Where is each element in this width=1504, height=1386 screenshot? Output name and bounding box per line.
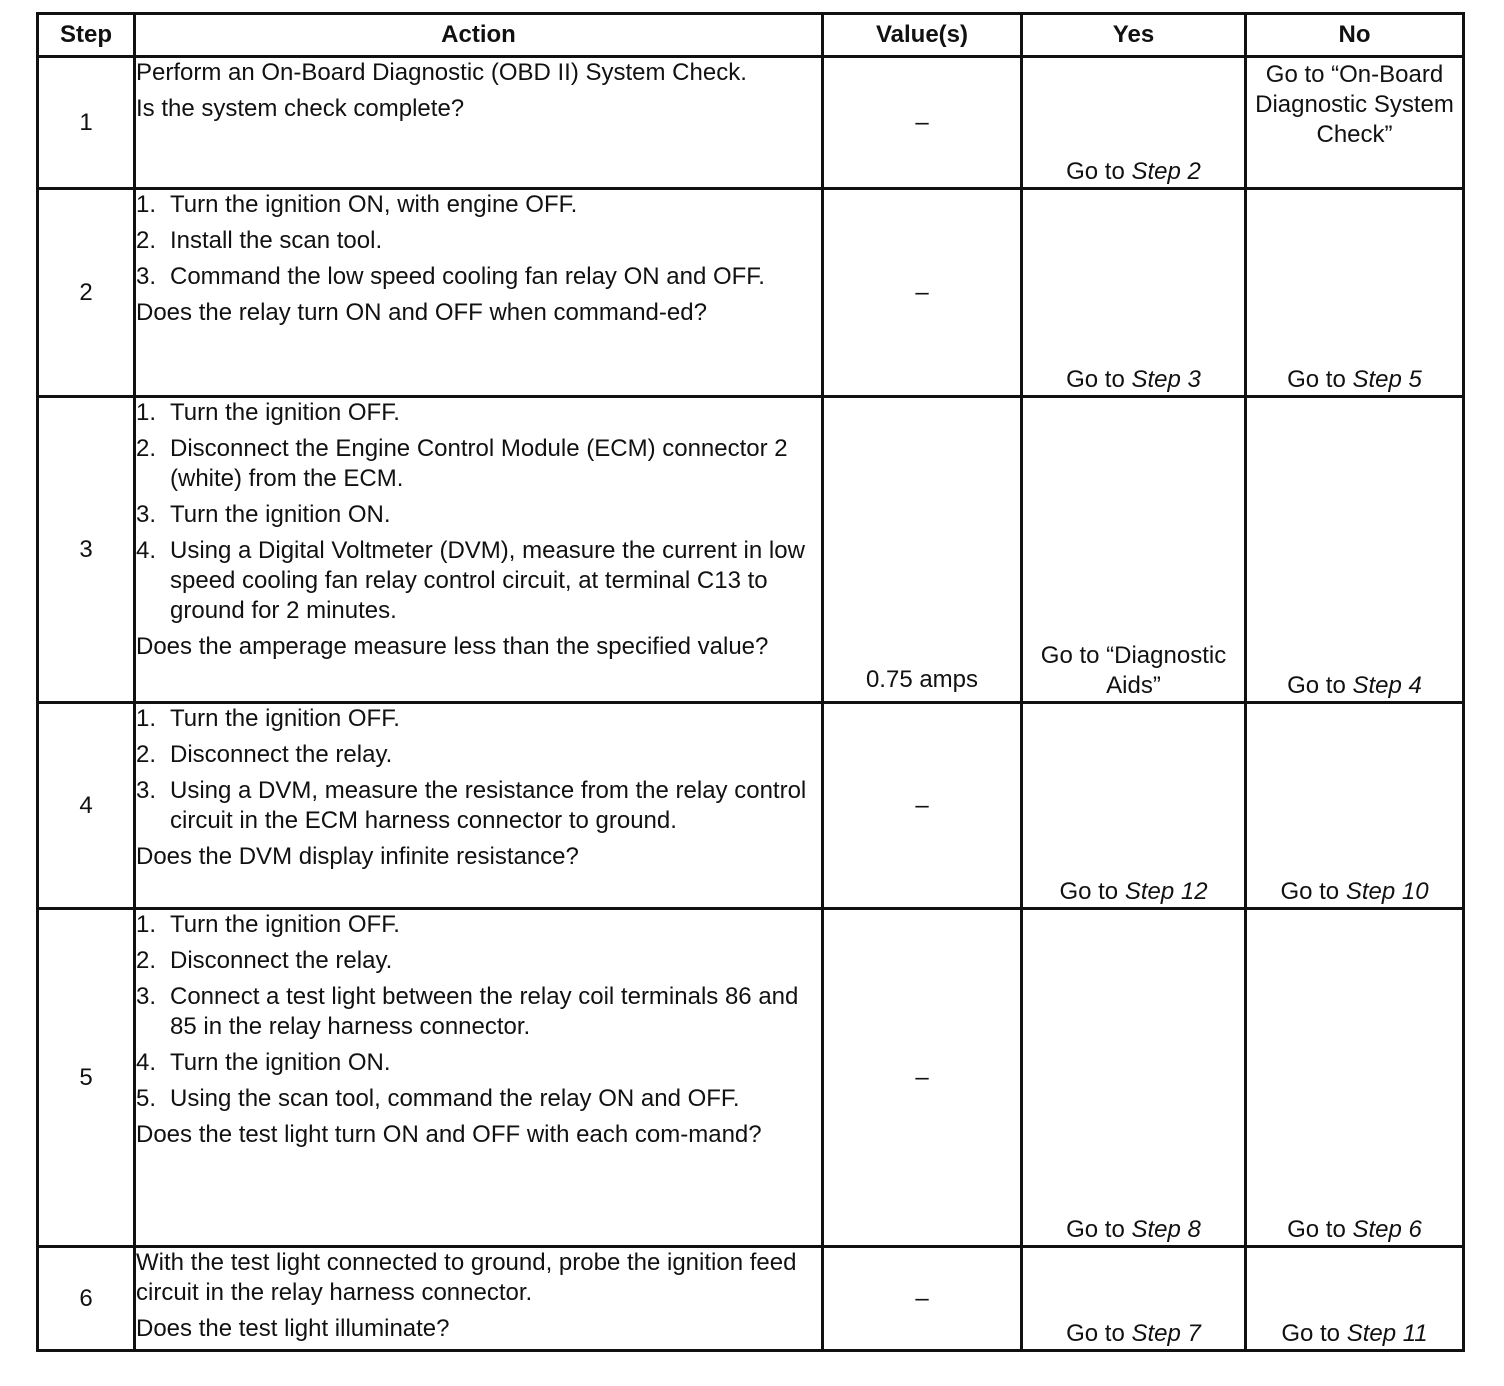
table-row <box>38 57 1464 189</box>
no-cell-step-link[interactable]: Step 10 <box>1345 878 1429 905</box>
table-row <box>38 1247 1464 1351</box>
action-item-number: 2. <box>136 227 157 254</box>
action-item-text: Disconnect the relay. <box>170 947 393 974</box>
action-list <box>136 190 821 292</box>
no-cell <box>1246 703 1464 909</box>
table-row <box>38 397 1464 703</box>
action-item-number: 3. <box>136 501 157 528</box>
no-cell <box>1246 57 1464 189</box>
table-body <box>38 57 1464 1351</box>
action-item-number: 2. <box>136 435 157 462</box>
action-question: Does the test light turn ON and OFF with each com-mand? <box>136 1121 762 1148</box>
value-cell: – <box>823 189 1022 397</box>
action-item-number: 3. <box>136 983 157 1010</box>
action-item-number: 3. <box>136 263 157 290</box>
action-item <box>136 982 821 1042</box>
action-item-number: 4. <box>136 1049 157 1076</box>
yes-cell <box>1022 397 1246 703</box>
table-row <box>38 703 1464 909</box>
action-item <box>136 398 821 428</box>
action-item-number: 1. <box>136 191 157 218</box>
yes-cell-prefix: Go to <box>1059 878 1125 905</box>
no-cell-step-link[interactable]: Step 5 <box>1352 366 1422 393</box>
action-question: Does the amperage measure less than the specified value? <box>136 633 769 660</box>
step-number: 2 <box>38 189 135 397</box>
action-item-text: Command the low speed cooling fan relay ON and OFF. <box>170 263 765 290</box>
yes-cell-step-link[interactable]: Step 12 <box>1124 878 1208 905</box>
action-question: Is the system check complete? <box>136 95 465 122</box>
action-item <box>136 536 821 626</box>
action-question: Does the relay turn ON and OFF when command-ed? <box>136 299 707 326</box>
diagnostic-table <box>36 12 1465 1352</box>
no-cell-prefix: Go to <box>1281 1320 1347 1347</box>
action-item-text: Disconnect the Engine Control Module (ECM) connector 2 (white) from the ECM. <box>170 435 788 492</box>
yes-cell-step-link[interactable]: Step 3 <box>1131 366 1201 393</box>
action-item-text: Turn the ignition OFF. <box>170 399 400 426</box>
action-item-text: Using a Digital Voltmeter (DVM), measure the current in low speed cooling fan relay control circuit, at terminal C13 to ground for 2 minutes. <box>170 537 805 624</box>
yes-cell <box>1022 703 1246 909</box>
yes-cell-prefix: Go to <box>1066 158 1132 185</box>
action-item-number: 1. <box>136 705 157 732</box>
no-cell-step-link[interactable]: Step 6 <box>1352 1216 1422 1243</box>
no-cell <box>1246 909 1464 1247</box>
no-cell-prefix: Go to <box>1287 1216 1353 1243</box>
table-row <box>38 909 1464 1247</box>
action-intro: With the test light connected to ground, probe the ignition feed circuit in the relay harness connector. <box>136 1249 797 1306</box>
no-cell-step-link[interactable]: Step 4 <box>1352 672 1422 699</box>
header-step: Step <box>38 14 135 57</box>
yes-cell <box>1022 189 1246 397</box>
header-row <box>38 14 1464 57</box>
action-intro: Perform an On-Board Diagnostic (OBD II) System Check. <box>136 59 747 86</box>
action-cell <box>135 397 823 703</box>
action-cell <box>135 1247 823 1351</box>
action-item-number: 4. <box>136 537 157 564</box>
action-item-number: 3. <box>136 777 157 804</box>
action-item <box>136 1084 821 1114</box>
action-cell <box>135 909 823 1247</box>
action-item-number: 2. <box>136 741 157 768</box>
value-cell: – <box>823 1247 1022 1351</box>
action-item <box>136 190 821 220</box>
step-number: 6 <box>38 1247 135 1351</box>
action-item-text: Disconnect the relay. <box>170 741 393 768</box>
no-cell-prefix: Go to <box>1287 672 1353 699</box>
table-row <box>38 189 1464 397</box>
yes-cell-prefix: Go to <box>1066 1320 1132 1347</box>
step-number: 1 <box>38 57 135 189</box>
yes-cell-text: Go to “Diagnostic Aids” <box>1040 642 1227 699</box>
value-cell: – <box>823 703 1022 909</box>
no-cell <box>1246 397 1464 703</box>
action-cell <box>135 57 823 189</box>
step-number: 5 <box>38 909 135 1247</box>
action-item-text: Turn the ignition ON, with engine OFF. <box>170 191 578 218</box>
action-item-text: Using a DVM, measure the resistance from the relay control circuit in the ECM harness connector to ground. <box>170 777 807 834</box>
yes-cell <box>1022 909 1246 1247</box>
action-item-text: Turn the ignition OFF. <box>170 911 400 938</box>
action-item-text: Using the scan tool, command the relay ON and OFF. <box>170 1085 740 1112</box>
action-item-number: 5. <box>136 1085 157 1112</box>
action-question: Does the test light illuminate? <box>136 1315 450 1342</box>
no-cell-prefix: Go to <box>1287 366 1353 393</box>
action-item-text: Connect a test light between the relay coil terminals 86 and 85 in the relay harness connector. <box>170 983 799 1040</box>
yes-cell-prefix: Go to <box>1066 366 1132 393</box>
yes-cell-prefix: Go to <box>1066 1216 1132 1243</box>
no-cell-text: Go to “On-Board Diagnostic System Check” <box>1255 61 1454 148</box>
header-values: Value(s) <box>823 14 1022 57</box>
value-cell: – <box>823 909 1022 1247</box>
no-cell-prefix: Go to <box>1280 878 1346 905</box>
action-item-text: Turn the ignition ON. <box>170 1049 391 1076</box>
step-number: 4 <box>38 703 135 909</box>
header-action: Action <box>135 14 823 57</box>
action-item <box>136 1048 821 1078</box>
yes-cell <box>1022 1247 1246 1351</box>
action-item <box>136 776 821 836</box>
action-item-number: 2. <box>136 947 157 974</box>
action-item <box>136 946 821 976</box>
action-item-text: Install the scan tool. <box>170 227 383 254</box>
step-number: 3 <box>38 397 135 703</box>
no-cell <box>1246 189 1464 397</box>
action-list <box>136 910 821 1114</box>
yes-cell-step-link[interactable]: Step 2 <box>1131 158 1201 185</box>
action-item-text: Turn the ignition OFF. <box>170 705 400 732</box>
header-yes: Yes <box>1022 14 1246 57</box>
action-list <box>136 398 821 626</box>
action-item-number: 1. <box>136 911 157 938</box>
no-cell <box>1246 1247 1464 1351</box>
value-cell: – <box>823 57 1022 189</box>
action-item <box>136 704 821 734</box>
action-item <box>136 434 821 494</box>
yes-cell <box>1022 57 1246 189</box>
action-item <box>136 500 821 530</box>
yes-cell-step-link[interactable]: Step 7 <box>1131 1320 1201 1347</box>
action-item <box>136 740 821 770</box>
action-item <box>136 262 821 292</box>
yes-cell-step-link[interactable]: Step 8 <box>1131 1216 1201 1243</box>
header-no: No <box>1246 14 1464 57</box>
action-item <box>136 910 821 940</box>
no-cell-step-link[interactable]: Step 11 <box>1346 1320 1428 1347</box>
action-cell <box>135 703 823 909</box>
action-item-number: 1. <box>136 399 157 426</box>
action-cell <box>135 189 823 397</box>
action-list <box>136 704 821 836</box>
value-cell: 0.75 amps <box>823 397 1022 703</box>
action-item-text: Turn the ignition ON. <box>170 501 391 528</box>
action-item <box>136 226 821 256</box>
action-question: Does the DVM display infinite resistance? <box>136 843 579 870</box>
